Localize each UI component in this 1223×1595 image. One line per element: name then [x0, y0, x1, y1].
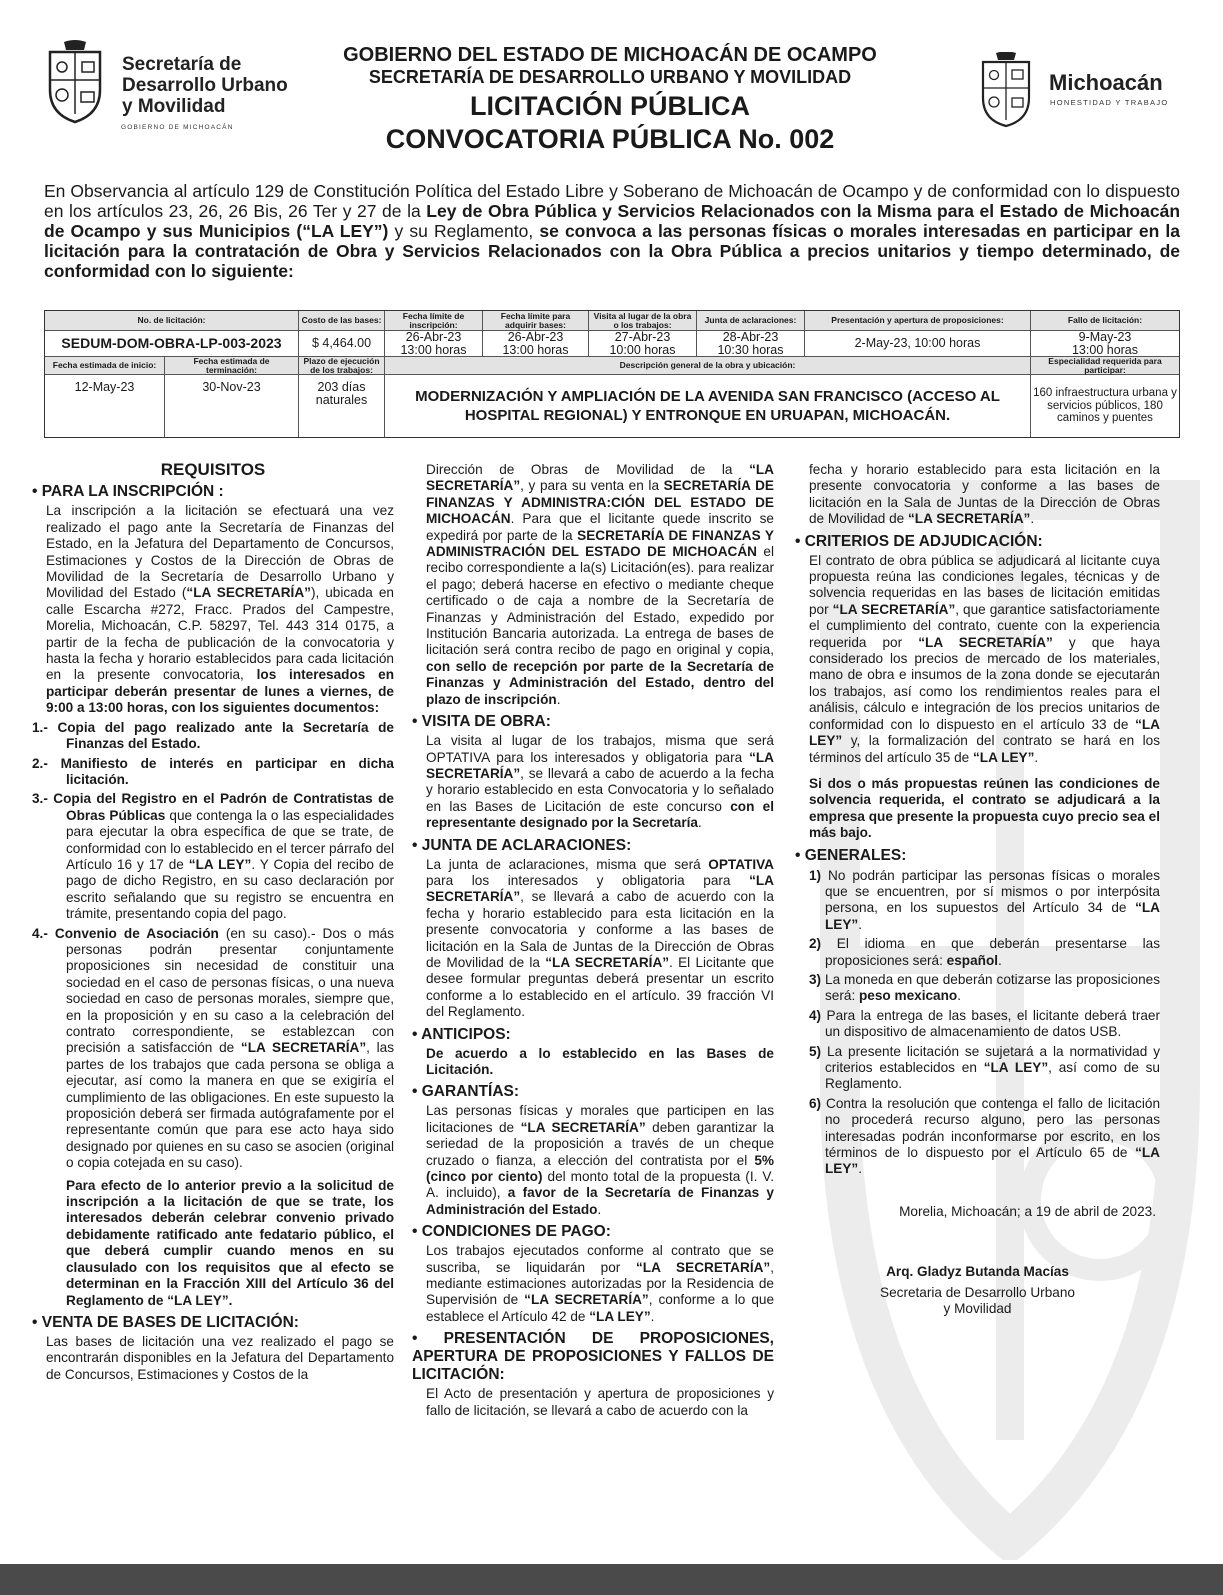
- general-4: [795, 1008, 1160, 1041]
- junta-text-a: La junta de aclaraciones, misma que será: [426, 856, 709, 872]
- secretaria-logo-text: [122, 54, 288, 117]
- logo-line-3: y Movilidad: [122, 96, 226, 117]
- inscripcion-heading: • PARA LA INSCRIPCIÓN :: [32, 483, 224, 501]
- criterios-secretaria-2: “LA SECRETARÍA”: [918, 634, 1053, 650]
- td-fecha-inicio: 12-May-23: [45, 375, 165, 437]
- th-costo-bases: Costo de las bases:: [299, 311, 385, 330]
- th-fallo: Fallo de licitación:: [1031, 311, 1179, 330]
- td-presentacion: 2-May-23, 10:00 horas: [805, 331, 1031, 356]
- intro-paragraph: [44, 181, 1180, 281]
- visita-paragraph: La visita al lugar de los trabajos, misma que será OPTATIVA para los interesados y obligatoria para “LA SECRETARÍA”, se llevará a cabo de acuerdo a la fecha y horario establecido en esta Convocatoria y lo señalado en las Bases de Licitación de este concurso con el representante designado por la Secretaría.: [426, 733, 774, 831]
- general-1-ley: “LA LEY”: [825, 900, 1160, 932]
- anticipos-paragraph: [412, 1046, 774, 1079]
- requisito-3-ley: “LA LEY”: [188, 856, 252, 872]
- licitacion-table: [44, 310, 1180, 438]
- garantias-secretaria: “LA SECRETARÍA”: [520, 1119, 646, 1135]
- requisito-4-text-c: , las partes de los trabajos que cada persona se obliga a ejecutar, así como la manera en que se exigiría el cumplimiento de las obligaciones. En este supuesto la proposición deberá ser firmada autógrafamente por el representante común que para ese acto haya sido designado por quienes en su caso se asocien (original o copia cotejada en su caso).: [66, 1040, 395, 1171]
- td-visita-date: 27-Abr-23: [614, 329, 671, 344]
- criterios-text-e: y que haya considerado los precios de mercado de los materiales, mano de obra e insumos de la zona donde se ejecutarán los trabajos, así como los rendimientos reales para el análisis, cálculo e integración de los precios unitarios de conformidad con lo dispuesto en el artículo 33 de: [809, 634, 1161, 732]
- td-especialidad: 160 infraestructura urbana y servicios públicos, 180 caminos y puentes: [1033, 387, 1177, 425]
- requisito-1: [32, 720, 394, 753]
- criterios-text-a: El contrato de obra pública se adjudicará al licitante cuya propuesta reúna las condiciones legales, técnicas y de solvencia requeridas en las bases de licitación emitidas por: [809, 552, 1160, 617]
- td-visita-time: 10:00 horas: [609, 342, 676, 357]
- junta-text-c: para los interesados y obligatoria para: [426, 872, 750, 888]
- logo-line-1: Secretaría de: [122, 54, 242, 75]
- td-junta: [697, 331, 805, 356]
- td-fallo-date: 9-May-23: [1078, 329, 1132, 344]
- convenio-paragraph: [32, 1178, 394, 1309]
- criterios-text-c: , que garantice satisfactoriamente el cumplimiento del contrato, cuente con la experiencia requerida por: [809, 601, 1160, 650]
- intro-convocatoria: se convoca a las personas físicas o morales interesadas en participar en la licitación para la contratación de Obra y Servicios Relacionados con la Obra Pública a precios unitarios y tiempo determinado, de conformidad con lo siguiente:: [44, 221, 1181, 281]
- requisito-3-text-c: . Y Copia del recibo de pago de dicho Registro, en su caso declaración por escrito señalando que su registro se encuentra en trámite, presentando copia del pago.: [66, 856, 394, 922]
- requisito-2-text: Manifiesto de interés en participar en dicha licitación.: [60, 755, 394, 787]
- general-2: 2) El idioma en que deberán presentarse las proposiciones será: español.: [809, 936, 1160, 968]
- garantias-text-c: deben garantizar la seriedad de la proposición a través de un cheque cruzado o fianza, a elección del contratista por el: [426, 1119, 774, 1168]
- th-fecha-termino: Fecha estimada de terminación:: [165, 357, 299, 374]
- th-fecha-inscripcion: Fecha límite de inscripción:: [385, 311, 483, 330]
- venta-cont-c: , y para su venta en la: [520, 478, 664, 494]
- junta-paragraph: [412, 857, 774, 1021]
- general-4-num: 4): [809, 1007, 822, 1023]
- visita-representante: con el representante designado por la Secretaría: [426, 798, 774, 831]
- general-5: [795, 1044, 1160, 1093]
- page-header: [0, 0, 1223, 175]
- requisito-3: [32, 791, 394, 922]
- junta-text-e: , se llevará a cabo de acuerdo con la fecha y horario establecido para esta licitación en la presente convocatoria y conforme a las bases de licitación en la Sala de Juntas de la Dirección de Obras de Movilidad de la: [426, 889, 774, 970]
- firmante-name: [795, 1264, 1160, 1280]
- lugar-fecha: Morelia, Michoacán; a 19 de abril de 2023.: [899, 1203, 1156, 1219]
- junta-secretaria: “LA SECRETARÍA”: [426, 872, 774, 905]
- general-5-ley: “LA LEY”: [983, 1060, 1049, 1075]
- requisito-2-num: 2.-: [32, 755, 48, 771]
- general-2-text: El idioma en que deberán presentarse las proposiciones será:: [825, 936, 1160, 968]
- gobierno-michoacan-label: GOBIERNO DE MICHOACÁN: [121, 124, 234, 131]
- requisito-3-text-a: que contenga la o las especialidades para ejecutar la obra específica de que se trate, de conformidad con lo establecido en el tercer párrafo del Artículo 16 y 17 de: [66, 807, 394, 872]
- td-junta-time: 10:30 horas: [717, 342, 784, 357]
- firmante-text: Arq. Gladyz Butanda Macías: [886, 1264, 1069, 1280]
- requisito-4: [32, 926, 394, 1172]
- general-6-ley: “LA LEY”: [825, 1145, 1160, 1177]
- th-fecha-inicio: Fecha estimada de inicio:: [45, 357, 165, 374]
- visita-text-a: La visita al lugar de los trabajos, misma que será OPTATIVA para los interesados y obligatoria para: [426, 733, 774, 765]
- garantias-heading: • GARANTÍAS:: [412, 1083, 520, 1101]
- venta-bases-paragraph: Las bases de licitación una vez realizado el pago se encontrarán disponibles en la Jefatura del Departamento de Concursos, Estimaciones y Costos de la: [46, 1333, 394, 1382]
- footer-bar: [0, 1564, 1223, 1595]
- venta-cont-e: . Para que el licitante quede inscrito se expedirá por parte de la: [426, 511, 774, 543]
- garantias-text-a: Las personas físicas y morales que participen en las licitaciones de: [426, 1103, 774, 1135]
- requisito-4-secretaria: “LA SECRETARÍA”: [240, 1040, 367, 1056]
- inscripcion-horario: los interesados en participar deberán presentar de lunes a viernes, de 9:00 a 13:00 horas, con los siguientes documentos:: [46, 667, 394, 716]
- requisito-4-text-a: (en su caso).- Dos o más personas podrán presentar conjuntamente proposiciones sin necesidad de constituir una sociedad en el caso de personas físicas, o una nueva sociedad en caso de personas morales, siempre que, en la proposición y en su caso a la celebración del contrato correspondiente, se establezcan con precisión a satisfacción de: [66, 925, 394, 1056]
- visita-text-c: , se llevará a cabo de acuerdo a la fecha y horario establecido en esta Convocatoria y lo señalado en las Bases de Licitación de este concurso: [426, 765, 774, 814]
- honestidad-trabajo-label: HONESTIDAD Y TRABAJO: [1050, 98, 1169, 107]
- anticipos-heading: • ANTICIPOS:: [412, 1025, 511, 1043]
- td-plazo: [299, 375, 385, 437]
- requisito-2: [32, 756, 394, 789]
- th-no-licitacion: No. de licitación:: [45, 311, 299, 330]
- michoacan-logo-text: Michoacán: [1049, 70, 1163, 95]
- td-fecha-inscripcion-time: 13:00 horas: [400, 342, 467, 357]
- pago-secretaria-2: “LA SECRETARÍA”: [524, 1292, 649, 1308]
- td-fecha-bases-time: 13:00 horas: [502, 342, 569, 357]
- venta-bases-continued: Dirección de Obras de Movilidad de la “LA SECRETARÍA”, y para su venta en la SECRETARÍA DE FINANZAS Y ADMINISTRA:CIÓN DEL ESTADO DE MICHOACÁN. Para que el licitante quede inscrito se expedirá por parte de la SECRETARÍA DE FINANZAS Y ADMINISTRACIÓN DEL ESTADO DE MICHOACÁN el recibo correspondiente a la(s) Licitación(es). para realizar el pago; deberá hacerse en efectivo o mediante cheque certificado o de caja a nombre de la Secretaría de Finanzas y Administración del Estado, expedido por Institución Bancaria autorizada. La entrega de bases de licitación será contra recibo de pago en original y copia, con sello de recepción por parte de la Secretaría de Finanzas y Administración del Estado, dentro del plazo de inscripción.: [426, 462, 775, 707]
- solvencia-paragraph: [795, 776, 1160, 842]
- requisito-1-text: Copia del pago realizado ante la Secretaría de Finanzas del Estado.: [57, 719, 394, 752]
- venta-bases-heading: • VENTA DE BASES DE LICITACIÓN:: [32, 1313, 299, 1331]
- junta-optativa: OPTATIVA: [708, 856, 774, 872]
- requisito-4-bold: Convenio de Asociación: [54, 925, 219, 941]
- pago-text-a: Los trabajos ejecutados conforme al contrato que se suscriba, se liquidarán por: [426, 1243, 774, 1275]
- general-1-num: 1): [809, 867, 822, 883]
- general-2-num: 2): [809, 936, 822, 952]
- td-fallo: [1031, 331, 1179, 356]
- table-value-row-1: [45, 331, 1179, 357]
- requisito-3-bold: Copia del Registro en el Padrón de Contratistas de Obras Públicas: [53, 791, 394, 823]
- td-descripcion: MODERNIZACIÓN Y AMPLIACIÓN DE LA AVENIDA SAN FRANCISCO (ACCESO AL HOSPITAL REGIONAL) Y ENTRONQUE EN URUAPAN, MICHOACÁN.: [385, 375, 1031, 437]
- venta-cont-secretaria: “LA SECRETARÍA”: [426, 462, 774, 494]
- pago-heading: • CONDICIONES DE PAGO:: [412, 1223, 611, 1241]
- pago-paragraph: Los trabajos ejecutados conforme al contrato que se suscriba, se liquidarán por “LA SECRETARÍA”, mediante estimaciones autorizadas por la Residencia de Supervisión de “LA SECRETARÍA”, conforme a lo que establece el Artículo 42 de “LA LEY”.: [426, 1243, 775, 1324]
- general-5-text-a: La presente licitación se sujetará a la normatividad y criterios establecidos en: [825, 1043, 1160, 1075]
- solvencia-text: Si dos o más propuestas reúnen las condiciones de solvencia requerida, el contrato se adjudicará a la empresa que presente la propuesta cuyo precio sea el más bajo.: [809, 775, 1160, 841]
- title-secretaria: SECRETARÍA DE DESARROLLO URBANO Y MOVILIDAD: [368, 67, 852, 87]
- th-presentacion: Presentación y apertura de proposiciones:: [805, 311, 1031, 330]
- visita-secretaria: “LA SECRETARÍA”: [426, 749, 774, 781]
- generales-heading: • GENERALES:: [795, 846, 907, 864]
- cargo-line-2: y Movilidad: [943, 1301, 1012, 1317]
- garantias-text-e: del monto total de la propuesta (I. V. A. incluido),: [426, 1169, 774, 1201]
- th-junta: Junta de aclaraciones:: [697, 311, 805, 330]
- td-plazo-dias: 203 días: [317, 380, 366, 394]
- inscripcion-paragraph: [32, 503, 394, 716]
- state-coat-of-arms-icon: [44, 40, 106, 124]
- title-convocatoria: CONVOCATORIA PÚBLICA No. 002: [385, 124, 835, 154]
- garantias-paragraph: Las personas físicas y morales que participen en las licitaciones de “LA SECRETARÍA” deben garantizar la seriedad de la proposición a través de un cheque cruzado o fianza, a elección del contratista por el 5% (cinco por ciento) del monto total de la propuesta (I. V. A. incluido), a favor de la Secretaría de Finanzas y Administración del Estado.: [426, 1103, 774, 1217]
- presentacion-continued: fecha y horario establecido para esta licitación en la presente convocatoria y conforme a las bases de licitación en la Sala de Juntas de la Dirección de Obras de Movilidad de “LA SECRETARÍA”.: [809, 462, 1160, 527]
- visita-heading: • VISITA DE OBRA:: [412, 713, 551, 731]
- criterios-heading: • CRITERIOS DE ADJUDICACIÓN:: [795, 532, 1043, 550]
- venta-cont-finanzas-2: SECRETARÍA DE FINANZAS Y ADMINISTRACIÓN DEL ESTADO DE MICHOACÁN: [426, 527, 774, 560]
- table-header-row-2: [45, 357, 1179, 375]
- presentacion-cont-a: fecha y horario establecido para esta licitación en la presente convocatoria y conforme a las bases de licitación en la Sala de Juntas de la Dirección de Obras de Movilidad de: [809, 462, 1160, 527]
- garantias-porcentaje: 5% (cinco por ciento): [426, 1152, 774, 1185]
- table-header-row-1: [45, 311, 1179, 331]
- criterios-ley: “LA LEY”: [809, 716, 1160, 749]
- intro-text-2: y su Reglamento,: [388, 221, 540, 241]
- criterios-ley-2: “LA LEY”: [972, 749, 1035, 765]
- general-4-text: Para la entrega de las bases, el licitante deberá traer un dispositivo de almacenamiento de datos USB.: [825, 1007, 1160, 1040]
- anticipos-text: De acuerdo a lo establecido en las Bases de Licitación.: [426, 1045, 774, 1077]
- junta-secretaria-2: “LA SECRETARÍA”: [545, 954, 670, 970]
- general-1: 1) No podrán participar las personas físicas o morales que se encuentren, por sí mismos o por interpósita persona, en los supuestos del Artículo 34 de “LA LEY”.: [809, 867, 1160, 932]
- th-descripcion: Descripción general de la obra y ubicación:: [385, 357, 1031, 374]
- document-titles: [300, 44, 920, 156]
- requisito-3-num: 3.-: [32, 791, 48, 807]
- logo-line-2: Desarrollo Urbano: [122, 75, 288, 96]
- td-fecha-termino: 30-Nov-23: [165, 375, 299, 437]
- general-6: 6) Contra la resolución que contenga el fallo de licitación no procederá recurso alguno, pero las personas interesadas podrán inconformarse por escrito, en los términos de lo dispuesto por el Artículo 65 de “LA LEY”.: [809, 1095, 1160, 1177]
- general-5-num: 5): [809, 1043, 822, 1059]
- td-no-licitacion: SEDUM-DOM-OBRA-LP-003-2023: [45, 331, 299, 356]
- junta-text-g: . El Licitante que desee formular preguntas deberá presentar un escrito conforme a lo establecido en el artículo. 39 fracción VI del Reglamento.: [426, 954, 775, 1020]
- venta-cont-a: Dirección de Obras de Movilidad de la: [426, 462, 750, 477]
- column-middle: [412, 462, 774, 1419]
- pago-secretaria: “LA SECRETARÍA”: [635, 1259, 771, 1275]
- td-fecha-inscripcion: [385, 331, 483, 356]
- presentacion-heading: • PRESENTACIÓN DE PROPOSICIONES, APERTURA DE PROPOSICIONES Y FALLOS DE LICITACIÓN:: [412, 1330, 774, 1384]
- column-right: [795, 462, 1160, 1317]
- venta-cont-g: el recibo correspondiente a la(s) Licitación(es). para realizar el pago; deberá hacerse en efectivo o mediante cheque certificado o de caja a nombre de la Secretaría de Finanzas y Administración del Estado, expedido por Institución Bancaria autorizada. La entrega de bases de licitación será contra recibo de pago en original y copia,: [426, 544, 774, 658]
- requisito-1-num: 1.-: [32, 719, 48, 735]
- th-visita: Visita al lugar de la obra o los trabajos:: [589, 311, 697, 330]
- venta-cont-finanzas: SECRETARÍA DE FINANZAS Y ADMINISTRA:CIÓN DEL ESTADO DE MICHOACÁN: [426, 478, 775, 527]
- td-visita: [589, 331, 697, 356]
- title-gobierno: GOBIERNO DEL ESTADO DE MICHOACÁN DE OCAMPO: [343, 44, 877, 66]
- pago-ley: “LA LEY”: [589, 1308, 651, 1324]
- intro-ley-name: Ley de Obra Pública y Servicios Relacionados con la Misma para el Estado de Michoacán de Ocampo y sus Municipios (“LA LEY”): [44, 201, 1181, 241]
- inscripcion-text-c: ), ubicada en calle Escarcha #272, Fracc. Prados del Campestre, Morelia, Michoacán, C.P. 58297, Tel. 443 314 0175, a partir de la fecha de publicación de la convocatoria y hasta la fecha y horario establecidos para cada licitación en la presente convocatoria,: [46, 585, 394, 683]
- requisitos-heading: REQUISITOS: [160, 460, 266, 479]
- criterios-paragraph: El contrato de obra pública se adjudicará al licitante cuya propuesta reúna las condiciones legales, técnicas y de solvencia requeridas en las bases de licitación emitidas por “LA SECRETARÍA”, que garantice satisfactoriamente el cumplimiento del contrato, cuente con la experiencia requerida por “LA SECRETARÍA” y que haya considerado los precios de mercado de los materiales, mano de obra e insumos de la zona donde se ejecutarán los trabajos, así como los rendimientos reales para el análisis, cálculo e integración de los precios unitarios de conformidad con lo dispuesto en el artículo 33 de “LA LEY” y, la formalización del contrato se hará en los términos del artículo 35 de “LA LEY”.: [809, 552, 1161, 765]
- td-costo-bases: $ 4,464.00: [299, 331, 385, 356]
- column-requisitos: [32, 462, 394, 1383]
- general-1-text: No podrán participar las personas físicas o morales que se encuentren, por sí mismos o por interpósita persona, en los supuestos del Artículo 34 de: [825, 867, 1160, 916]
- criterios-text-g: y, la formalización del contrato se hará en los términos del artículo 35 de: [809, 733, 1160, 765]
- table-value-row-2: [45, 375, 1179, 437]
- general-3-text: La moneda en que deberán cotizarse las proposiciones será:: [825, 971, 1160, 1004]
- inscripcion-secretaria: “LA SECRETARÍA”: [186, 585, 311, 601]
- general-3-moneda: peso mexicano: [859, 988, 958, 1004]
- requisito-4-num: 4.-: [32, 925, 48, 941]
- intro-text-1: En Observancia al artículo 129 de Constitución Política del Estado Libre y Soberano de Michoacán de Ocampo y de conformidad con lo dispuesto en los artículos 23, 26, 26 Bis, 26 Ter y 27 de la: [44, 181, 1180, 221]
- michoacan-coat-of-arms-icon: [978, 52, 1034, 128]
- general-2-idioma: español: [946, 952, 999, 968]
- garantias-favor: a favor de la Secretaría de Finanzas y Administración del Estado: [426, 1185, 774, 1217]
- td-plazo-tipo: naturales: [315, 393, 368, 407]
- general-6-num: 6): [809, 1095, 822, 1111]
- th-especialidad: Especialidad requerida para participar:: [1031, 357, 1179, 374]
- convenio-text: Para efecto de lo anterior previo a la solicitud de inscripción a la licitación de que se trate, los interesados deberán celebrar convenio privado debidamente ratificado ante fedatario público, el que deberá cumplir cuando menos en su clausulado con los requisitos que al efecto se determinan en la Fracción XIII del Artículo 36 del Reglamento de “LA LEY”.: [66, 1177, 394, 1308]
- td-fecha-bases-date: 26-Abr-23: [507, 329, 564, 344]
- presentacion-cont-secretaria: “LA SECRETARÍA”: [908, 511, 1031, 527]
- criterios-secretaria: “LA SECRETARÍA”: [832, 601, 956, 617]
- pago-text-c: , mediante estimaciones autorizadas por la Residencia de Supervisión de: [426, 1259, 774, 1308]
- pago-text-e: , conforme a lo que establece el Artículo 42 de: [426, 1292, 775, 1324]
- title-licitacion: LICITACIÓN PÚBLICA: [470, 91, 750, 121]
- general-3-num: 3): [809, 971, 822, 987]
- td-fecha-bases: [483, 331, 589, 356]
- td-junta-date: 28-Abr-23: [722, 329, 779, 344]
- td-fecha-inscripcion-date: 26-Abr-23: [405, 329, 462, 344]
- venta-cont-sello: con sello de recepción por parte de la Secretaría de Finanzas y Administración del Estado, dentro del plazo de inscripción: [426, 658, 774, 707]
- cargo-line-1: Secretaria de Desarrollo Urbano: [880, 1284, 1075, 1300]
- th-fecha-bases: Fecha límite para adquirir bases:: [483, 311, 589, 330]
- junta-heading: • JUNTA DE ACLARACIONES:: [412, 836, 632, 854]
- td-fallo-time: 13:00 horas: [1071, 342, 1139, 357]
- presentacion-paragraph: El Acto de presentación y apertura de proposiciones y fallo de licitación, se llevará a cabo de acuerdo con la: [426, 1386, 774, 1418]
- th-plazo: Plazo de ejecución de los trabajos:: [299, 357, 385, 374]
- general-6-text: Contra la resolución que contenga el fallo de licitación no procederá recurso alguno, pero las personas interesadas podrán inconformarse por escrito, en los términos de lo dispuesto por el Artículo 65 de: [825, 1095, 1160, 1161]
- general-3: 3) La moneda en que deberán cotizarse las proposiciones será: peso mexicano.: [809, 971, 1160, 1004]
- general-5-text-c: , así como de su Reglamento.: [825, 1060, 1160, 1092]
- inscripcion-text-a: La inscripción a la licitación se efectuará una vez realizado el pago ante la Secretaría de Finanzas del Estado, en la Jefatura del Departamento de Concursos, Estimaciones y Costos de la Dirección de Obras de Movilidad de la Secretaría de Desarrollo Urbano y Movilidad del Estado (: [46, 503, 394, 601]
